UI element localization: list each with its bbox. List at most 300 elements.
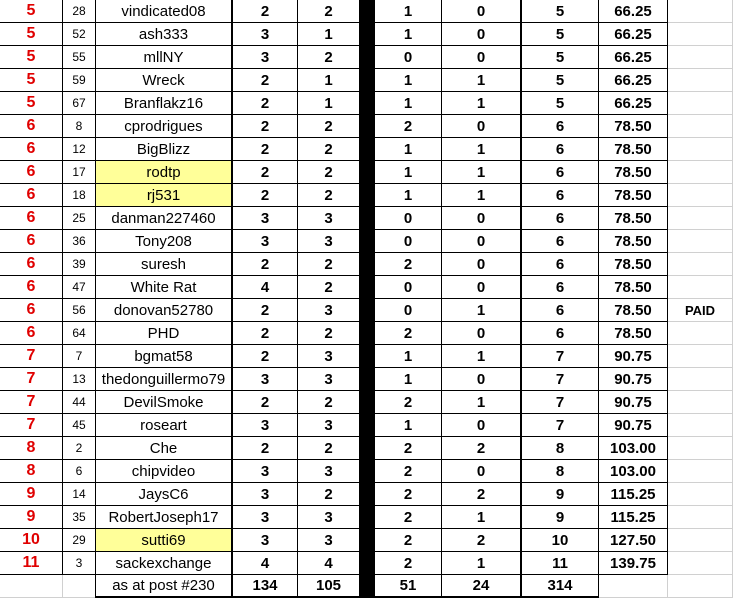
total-cell[interactable]: 7 (522, 391, 599, 414)
player-name-cell[interactable]: Wreck (96, 69, 233, 92)
entry-number-cell[interactable]: 6 (63, 460, 96, 483)
score-col-3-cell[interactable]: 1 (375, 345, 442, 368)
score-col-3-cell[interactable]: 1 (375, 23, 442, 46)
player-name-cell[interactable]: thedonguillermo79 (96, 368, 233, 391)
table-row (0, 276, 733, 299)
score-col-2-cell[interactable]: 1 (298, 23, 360, 46)
table-row (0, 138, 733, 161)
table-row (0, 483, 733, 506)
score-col-3-cell[interactable]: 2 (375, 115, 442, 138)
amount-cell[interactable]: 115.25 (599, 506, 668, 529)
player-name-cell[interactable]: danman227460 (96, 207, 233, 230)
player-name-cell[interactable]: RobertJoseph17 (96, 506, 233, 529)
score-col-3-cell[interactable]: 1 (375, 161, 442, 184)
entry-number-cell[interactable]: 14 (63, 483, 96, 506)
entry-number-cell[interactable]: 29 (63, 529, 96, 552)
score-col-4-cell[interactable]: 1 (442, 161, 522, 184)
rank-cell[interactable]: 6 (0, 276, 63, 299)
entry-number-cell[interactable]: 39 (63, 253, 96, 276)
column-separator (360, 276, 375, 299)
score-col-1-cell[interactable]: 3 (233, 46, 298, 69)
rank-cell[interactable]: 5 (0, 92, 63, 115)
column-separator (360, 506, 375, 529)
score-col-2-cell[interactable]: 3 (298, 460, 360, 483)
entry-number-cell[interactable]: 45 (63, 414, 96, 437)
total-col-4[interactable]: 24 (442, 575, 522, 598)
total-cell[interactable]: 7 (522, 368, 599, 391)
score-col-1-cell[interactable]: 2 (233, 161, 298, 184)
score-col-4-cell[interactable]: 0 (442, 253, 522, 276)
rank-cell[interactable]: 5 (0, 46, 63, 69)
score-col-3-cell[interactable]: 2 (375, 460, 442, 483)
score-col-2-cell[interactable]: 2 (298, 276, 360, 299)
score-col-1-cell[interactable]: 2 (233, 184, 298, 207)
entry-number-cell[interactable]: 47 (63, 276, 96, 299)
score-col-1-cell[interactable]: 2 (233, 138, 298, 161)
score-col-2-cell[interactable]: 2 (298, 46, 360, 69)
score-col-1-cell[interactable]: 2 (233, 115, 298, 138)
column-separator (360, 253, 375, 276)
note-cell[interactable] (668, 322, 733, 345)
table-row (0, 230, 733, 253)
score-col-4-cell[interactable]: 0 (442, 46, 522, 69)
amount-cell[interactable]: 90.75 (599, 345, 668, 368)
column-separator (360, 115, 375, 138)
amount-cell[interactable]: 103.00 (599, 437, 668, 460)
player-name-cell[interactable]: rj531 (96, 184, 233, 207)
score-col-2-cell[interactable]: 4 (298, 552, 360, 575)
empty-cell (599, 575, 668, 598)
score-col-3-cell[interactable]: 0 (375, 276, 442, 299)
table-row (0, 23, 733, 46)
column-separator (360, 437, 375, 460)
table-row (0, 184, 733, 207)
score-col-4-cell[interactable]: 0 (442, 322, 522, 345)
score-col-4-cell[interactable]: 0 (442, 23, 522, 46)
entry-number-cell[interactable]: 18 (63, 184, 96, 207)
totals-label[interactable]: as at post #230 (95, 575, 233, 598)
score-col-4-cell[interactable]: 1 (442, 391, 522, 414)
total-cell[interactable]: 6 (522, 184, 599, 207)
column-separator (360, 368, 375, 391)
entry-number-cell[interactable]: 55 (63, 46, 96, 69)
column-separator (360, 92, 375, 115)
score-col-3-cell[interactable]: 0 (375, 299, 442, 322)
score-col-2-cell[interactable]: 3 (298, 414, 360, 437)
table-row (0, 299, 733, 322)
score-col-4-cell[interactable]: 0 (442, 207, 522, 230)
table-row (0, 552, 733, 575)
score-col-2-cell[interactable]: 2 (298, 115, 360, 138)
entry-number-cell[interactable]: 52 (63, 23, 96, 46)
score-col-2-cell[interactable]: 2 (298, 391, 360, 414)
note-cell[interactable] (668, 207, 733, 230)
score-col-4-cell[interactable]: 1 (442, 138, 522, 161)
total-cell[interactable]: 6 (522, 230, 599, 253)
rank-cell[interactable]: 9 (0, 506, 63, 529)
column-separator (360, 529, 375, 552)
note-cell[interactable] (668, 230, 733, 253)
score-col-4-cell[interactable]: 0 (442, 115, 522, 138)
score-col-4-cell[interactable]: 1 (442, 92, 522, 115)
player-name-cell[interactable]: suresh (96, 253, 233, 276)
table-row (0, 322, 733, 345)
amount-cell[interactable]: 66.25 (599, 0, 668, 23)
table-row (0, 0, 733, 23)
amount-cell[interactable]: 66.25 (599, 92, 668, 115)
score-col-4-cell[interactable]: 1 (442, 345, 522, 368)
note-cell[interactable] (668, 115, 733, 138)
column-separator (360, 414, 375, 437)
note-cell[interactable] (668, 506, 733, 529)
score-col-2-cell[interactable]: 2 (298, 184, 360, 207)
player-name-cell[interactable]: cprodrigues (96, 115, 233, 138)
amount-cell[interactable]: 66.25 (599, 46, 668, 69)
score-col-2-cell[interactable]: 2 (298, 138, 360, 161)
score-col-3-cell[interactable]: 2 (375, 437, 442, 460)
score-col-4-cell[interactable]: 1 (442, 184, 522, 207)
score-col-3-cell[interactable]: 1 (375, 138, 442, 161)
total-cell[interactable]: 5 (522, 0, 599, 23)
total-cell[interactable]: 6 (522, 299, 599, 322)
score-col-4-cell[interactable]: 1 (442, 506, 522, 529)
player-name-cell[interactable]: mllNY (96, 46, 233, 69)
score-col-4-cell[interactable]: 0 (442, 0, 522, 23)
amount-cell[interactable]: 103.00 (599, 460, 668, 483)
amount-cell[interactable]: 90.75 (599, 368, 668, 391)
amount-cell[interactable]: 66.25 (599, 69, 668, 92)
amount-cell[interactable]: 78.50 (599, 276, 668, 299)
note-cell[interactable] (668, 138, 733, 161)
empty-cell (668, 575, 733, 598)
score-col-3-cell[interactable]: 1 (375, 92, 442, 115)
player-name-cell[interactable]: Branflakz16 (96, 92, 233, 115)
entry-number-cell[interactable]: 28 (63, 0, 96, 23)
column-separator (360, 138, 375, 161)
player-name-cell[interactable]: rodtp (96, 161, 233, 184)
score-col-1-cell[interactable]: 2 (233, 299, 298, 322)
score-col-3-cell[interactable]: 1 (375, 184, 442, 207)
note-cell[interactable] (668, 529, 733, 552)
score-col-2-cell[interactable]: 2 (298, 0, 360, 23)
column-separator (360, 46, 375, 69)
table-row (0, 69, 733, 92)
player-name-cell[interactable]: vindicated08 (96, 0, 233, 23)
score-col-2-cell[interactable]: 2 (298, 437, 360, 460)
score-col-1-cell[interactable]: 3 (233, 460, 298, 483)
player-name-cell[interactable]: BigBlizz (96, 138, 233, 161)
table-row (0, 253, 733, 276)
note-cell[interactable] (668, 368, 733, 391)
note-cell[interactable] (668, 391, 733, 414)
totals-row (0, 575, 733, 598)
entry-number-cell[interactable]: 7 (63, 345, 96, 368)
total-cell[interactable]: 8 (522, 460, 599, 483)
entry-number-cell[interactable]: 8 (63, 115, 96, 138)
rank-cell[interactable]: 6 (0, 253, 63, 276)
score-col-4-cell[interactable]: 1 (442, 552, 522, 575)
score-col-1-cell[interactable]: 4 (233, 276, 298, 299)
player-name-cell[interactable]: JaysC6 (96, 483, 233, 506)
score-col-1-cell[interactable]: 2 (233, 437, 298, 460)
column-separator (360, 23, 375, 46)
score-col-3-cell[interactable]: 2 (375, 552, 442, 575)
rank-cell[interactable]: 6 (0, 299, 63, 322)
rank-cell[interactable]: 8 (0, 437, 63, 460)
note-cell[interactable] (668, 0, 733, 23)
rank-cell[interactable]: 11 (0, 552, 63, 575)
rank-cell[interactable]: 6 (0, 161, 63, 184)
score-col-4-cell[interactable]: 1 (442, 69, 522, 92)
total-cell[interactable]: 6 (522, 115, 599, 138)
score-col-3-cell[interactable]: 2 (375, 253, 442, 276)
total-cell[interactable]: 10 (522, 529, 599, 552)
score-col-4-cell[interactable]: 2 (442, 529, 522, 552)
table-row (0, 437, 733, 460)
column-separator (360, 184, 375, 207)
score-col-1-cell[interactable]: 3 (233, 506, 298, 529)
score-col-3-cell[interactable]: 1 (375, 69, 442, 92)
grand-total[interactable]: 314 (522, 575, 599, 598)
note-cell[interactable] (668, 184, 733, 207)
player-name-cell[interactable]: chipvideo (96, 460, 233, 483)
table-row (0, 529, 733, 552)
player-name-cell[interactable]: sackexchange (96, 552, 233, 575)
rank-cell[interactable]: 5 (0, 0, 63, 23)
column-separator (360, 460, 375, 483)
score-col-1-cell[interactable]: 3 (233, 483, 298, 506)
score-col-1-cell[interactable]: 4 (233, 552, 298, 575)
note-cell[interactable] (668, 414, 733, 437)
score-col-2-cell[interactable]: 2 (298, 322, 360, 345)
column-separator (360, 207, 375, 230)
score-col-4-cell[interactable]: 0 (442, 230, 522, 253)
score-col-2-cell[interactable]: 3 (298, 368, 360, 391)
player-name-cell[interactable]: bgmat58 (96, 345, 233, 368)
amount-cell[interactable]: 78.50 (599, 299, 668, 322)
amount-cell[interactable]: 78.50 (599, 184, 668, 207)
score-col-4-cell[interactable]: 1 (442, 299, 522, 322)
empty-cell (63, 575, 96, 598)
total-cell[interactable]: 11 (522, 552, 599, 575)
rank-cell[interactable]: 6 (0, 138, 63, 161)
score-col-2-cell[interactable]: 3 (298, 230, 360, 253)
score-col-1-cell[interactable]: 2 (233, 345, 298, 368)
note-cell[interactable] (668, 345, 733, 368)
player-name-cell[interactable]: donovan52780 (96, 299, 233, 322)
score-col-4-cell[interactable]: 0 (442, 460, 522, 483)
total-cell[interactable]: 5 (522, 46, 599, 69)
rank-cell[interactable]: 6 (0, 115, 63, 138)
entry-number-cell[interactable]: 13 (63, 368, 96, 391)
amount-cell[interactable]: 139.75 (599, 552, 668, 575)
player-name-cell[interactable]: PHD (96, 322, 233, 345)
score-col-3-cell[interactable]: 0 (375, 46, 442, 69)
table-row (0, 506, 733, 529)
note-cell[interactable] (668, 23, 733, 46)
entry-number-cell[interactable]: 67 (63, 92, 96, 115)
table-row (0, 391, 733, 414)
score-col-2-cell[interactable]: 2 (298, 253, 360, 276)
score-col-2-cell[interactable]: 3 (298, 506, 360, 529)
score-col-3-cell[interactable]: 2 (375, 529, 442, 552)
total-cell[interactable]: 6 (522, 322, 599, 345)
note-cell[interactable] (668, 437, 733, 460)
rank-cell[interactable]: 7 (0, 391, 63, 414)
rank-cell[interactable]: 7 (0, 414, 63, 437)
rank-cell[interactable]: 6 (0, 322, 63, 345)
amount-cell[interactable]: 78.50 (599, 138, 668, 161)
score-col-2-cell[interactable]: 2 (298, 483, 360, 506)
score-col-3-cell[interactable]: 2 (375, 391, 442, 414)
entry-number-cell[interactable]: 44 (63, 391, 96, 414)
total-cell[interactable]: 6 (522, 253, 599, 276)
score-col-1-cell[interactable]: 2 (233, 391, 298, 414)
amount-cell[interactable]: 78.50 (599, 322, 668, 345)
entry-number-cell[interactable]: 17 (63, 161, 96, 184)
column-separator (360, 575, 375, 598)
note-cell[interactable] (668, 460, 733, 483)
amount-cell[interactable]: 90.75 (599, 414, 668, 437)
note-cell[interactable] (668, 552, 733, 575)
rank-cell[interactable]: 5 (0, 23, 63, 46)
player-name-cell[interactable]: Tony208 (96, 230, 233, 253)
entry-number-cell[interactable]: 35 (63, 506, 96, 529)
player-name-cell[interactable]: DevilSmoke (96, 391, 233, 414)
column-separator (360, 391, 375, 414)
score-col-4-cell[interactable]: 2 (442, 483, 522, 506)
entry-number-cell[interactable]: 59 (63, 69, 96, 92)
score-col-1-cell[interactable]: 2 (233, 253, 298, 276)
table-row (0, 92, 733, 115)
score-col-2-cell[interactable]: 3 (298, 207, 360, 230)
rank-cell[interactable]: 10 (0, 529, 63, 552)
player-name-cell[interactable]: White Rat (96, 276, 233, 299)
rank-cell[interactable]: 6 (0, 230, 63, 253)
score-col-1-cell[interactable]: 2 (233, 0, 298, 23)
column-separator (360, 345, 375, 368)
table-row (0, 414, 733, 437)
entry-number-cell[interactable]: 3 (63, 552, 96, 575)
score-col-1-cell[interactable]: 3 (233, 230, 298, 253)
score-col-3-cell[interactable]: 0 (375, 207, 442, 230)
rank-cell[interactable]: 5 (0, 69, 63, 92)
amount-cell[interactable]: 90.75 (599, 391, 668, 414)
amount-cell[interactable]: 78.50 (599, 161, 668, 184)
rank-cell[interactable]: 7 (0, 345, 63, 368)
score-col-3-cell[interactable]: 2 (375, 483, 442, 506)
score-col-2-cell[interactable]: 3 (298, 345, 360, 368)
entry-number-cell[interactable]: 12 (63, 138, 96, 161)
player-name-cell[interactable]: sutti69 (96, 529, 233, 552)
entry-number-cell[interactable]: 25 (63, 207, 96, 230)
total-col-2[interactable]: 105 (298, 575, 360, 598)
total-cell[interactable]: 5 (522, 69, 599, 92)
amount-cell[interactable]: 78.50 (599, 207, 668, 230)
total-cell[interactable]: 8 (522, 437, 599, 460)
amount-cell[interactable]: 127.50 (599, 529, 668, 552)
total-cell[interactable]: 6 (522, 276, 599, 299)
entry-number-cell[interactable]: 2 (63, 437, 96, 460)
note-cell[interactable] (668, 69, 733, 92)
note-cell[interactable] (668, 483, 733, 506)
score-col-1-cell[interactable]: 3 (233, 414, 298, 437)
score-col-2-cell[interactable]: 1 (298, 69, 360, 92)
table-row (0, 115, 733, 138)
rank-cell[interactable]: 8 (0, 460, 63, 483)
player-name-cell[interactable]: Che (96, 437, 233, 460)
score-col-1-cell[interactable]: 3 (233, 23, 298, 46)
entry-number-cell[interactable]: 56 (63, 299, 96, 322)
note-cell[interactable] (668, 253, 733, 276)
score-col-1-cell[interactable]: 2 (233, 69, 298, 92)
total-cell[interactable]: 6 (522, 207, 599, 230)
score-col-3-cell[interactable]: 1 (375, 414, 442, 437)
total-cell[interactable]: 5 (522, 23, 599, 46)
score-col-3-cell[interactable]: 2 (375, 506, 442, 529)
score-col-3-cell[interactable]: 1 (375, 368, 442, 391)
total-cell[interactable]: 7 (522, 345, 599, 368)
player-name-cell[interactable]: roseart (96, 414, 233, 437)
total-cell[interactable]: 9 (522, 483, 599, 506)
total-cell[interactable]: 6 (522, 161, 599, 184)
score-col-4-cell[interactable]: 2 (442, 437, 522, 460)
column-separator (360, 0, 375, 23)
score-col-2-cell[interactable]: 3 (298, 299, 360, 322)
score-col-1-cell[interactable]: 3 (233, 368, 298, 391)
note-cell[interactable] (668, 46, 733, 69)
amount-cell[interactable]: 66.25 (599, 23, 668, 46)
total-cell[interactable]: 5 (522, 92, 599, 115)
total-col-1[interactable]: 134 (233, 575, 298, 598)
amount-cell[interactable]: 78.50 (599, 115, 668, 138)
rank-cell[interactable]: 7 (0, 368, 63, 391)
score-col-3-cell[interactable]: 2 (375, 322, 442, 345)
score-col-4-cell[interactable]: 0 (442, 414, 522, 437)
note-cell[interactable] (668, 161, 733, 184)
score-col-1-cell[interactable]: 3 (233, 529, 298, 552)
total-cell[interactable]: 6 (522, 138, 599, 161)
note-cell[interactable] (668, 92, 733, 115)
table-row (0, 46, 733, 69)
amount-cell[interactable]: 115.25 (599, 483, 668, 506)
player-name-cell[interactable]: ash333 (96, 23, 233, 46)
score-col-4-cell[interactable]: 0 (442, 368, 522, 391)
entry-number-cell[interactable]: 36 (63, 230, 96, 253)
entry-number-cell[interactable]: 64 (63, 322, 96, 345)
note-cell[interactable] (668, 276, 733, 299)
total-col-3[interactable]: 51 (375, 575, 442, 598)
score-col-4-cell[interactable]: 0 (442, 276, 522, 299)
score-col-3-cell[interactable]: 1 (375, 0, 442, 23)
score-col-2-cell[interactable]: 1 (298, 92, 360, 115)
note-cell[interactable]: PAID (668, 299, 733, 322)
total-cell[interactable]: 7 (522, 414, 599, 437)
score-col-1-cell[interactable]: 3 (233, 207, 298, 230)
total-cell[interactable]: 9 (522, 506, 599, 529)
rank-cell[interactable]: 9 (0, 483, 63, 506)
score-col-2-cell[interactable]: 3 (298, 529, 360, 552)
score-col-1-cell[interactable]: 2 (233, 92, 298, 115)
rank-cell[interactable]: 6 (0, 207, 63, 230)
amount-cell[interactable]: 78.50 (599, 253, 668, 276)
score-col-2-cell[interactable]: 2 (298, 161, 360, 184)
score-col-1-cell[interactable]: 2 (233, 322, 298, 345)
rank-cell[interactable]: 6 (0, 184, 63, 207)
amount-cell[interactable]: 78.50 (599, 230, 668, 253)
score-col-3-cell[interactable]: 0 (375, 230, 442, 253)
column-separator (360, 230, 375, 253)
